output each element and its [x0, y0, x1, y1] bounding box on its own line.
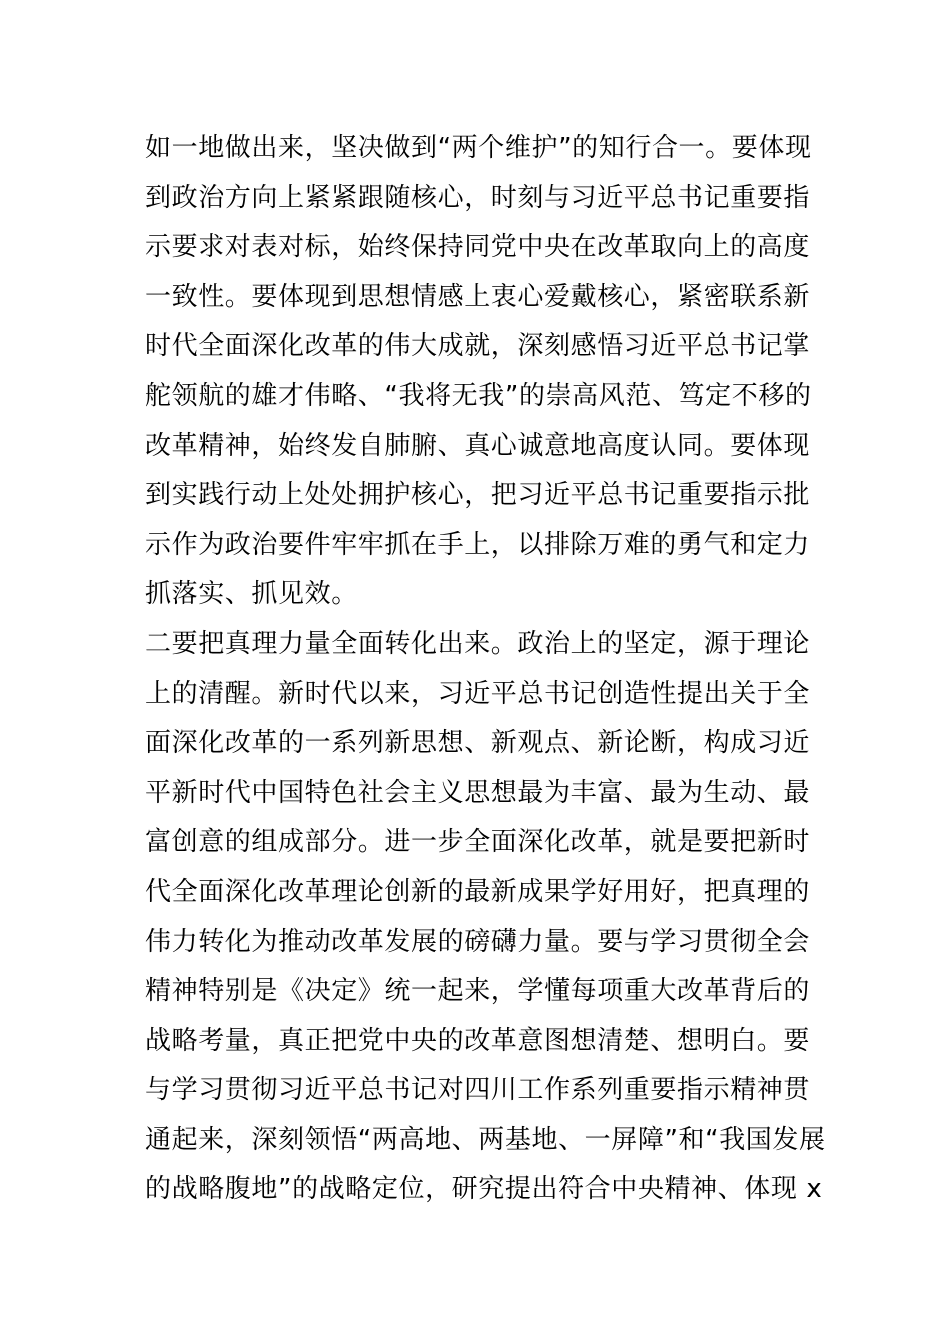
text-line: 平新时代中国特色社会主义思想最为丰富、最为生动、最: [145, 777, 811, 808]
text-line: 如一地做出来，坚决做到“两个维护”的知行合一。要体现: [145, 133, 812, 163]
text-line: 战略考量，真正把党中央的改革意图想清楚、想明白。要: [145, 1025, 811, 1056]
text-line: 的战略腹地”的战略定位，研究提出符合中央精神、体现 x: [145, 1174, 823, 1205]
text-line: 通起来，深刻领悟“两高地、两基地、一屏障”和“我国发展: [145, 1124, 826, 1155]
text-line: 到政治方向上紧紧跟随核心，时刻与习近平总书记重要指: [145, 182, 811, 213]
body-text: [145, 124, 826, 1215]
text-line: 面深化改革的一系列新思想、新观点、新论断，构成习近: [145, 728, 811, 759]
text-line: 舵领航的雄才伟略、“我将无我”的崇高风范、笃定不移的: [145, 380, 812, 411]
text-line: 与学习贯彻习近平总书记对四川工作系列重要指示精神贯: [145, 1075, 811, 1106]
text-line: 富创意的组成部分。进一步全面深化改革，就是要把新时: [145, 827, 811, 858]
text-line: 精神特别是《决定》统一起来，学懂每项重大改革背后的: [145, 976, 811, 1007]
text-line: 到实践行动上处处拥护核心，把习近平总书记重要指示批: [145, 480, 811, 511]
text-line: 抓落实、抓见效。: [145, 579, 358, 610]
text-line: 时代全面深化改革的伟大成就，深刻感悟习近平总书记掌: [145, 331, 811, 362]
text-line: 一致性。要体现到思想情感上衷心爱戴核心，紧密联系新: [145, 281, 811, 312]
text-line: 改革精神，始终发自肺腑、真心诚意地高度认同。要体现: [145, 430, 811, 461]
paragraph-start-line: 二要把真理力量全面转化出来。政治上的坚定，源于理论: [145, 628, 811, 659]
text-line: 示作为政治要件牢牢抓在手上，以排除万难的勇气和定力: [145, 529, 811, 560]
text-line: 上的清醒。新时代以来，习近平总书记创造性提出关于全: [145, 678, 811, 709]
text-line: 伟力转化为推动改革发展的磅礴力量。要与学习贯彻全会: [145, 926, 811, 957]
text-line: 代全面深化改革理论创新的最新成果学好用好，把真理的: [145, 876, 811, 907]
text-line: 示要求对表对标，始终保持同党中央在改革取向上的高度: [145, 232, 811, 263]
